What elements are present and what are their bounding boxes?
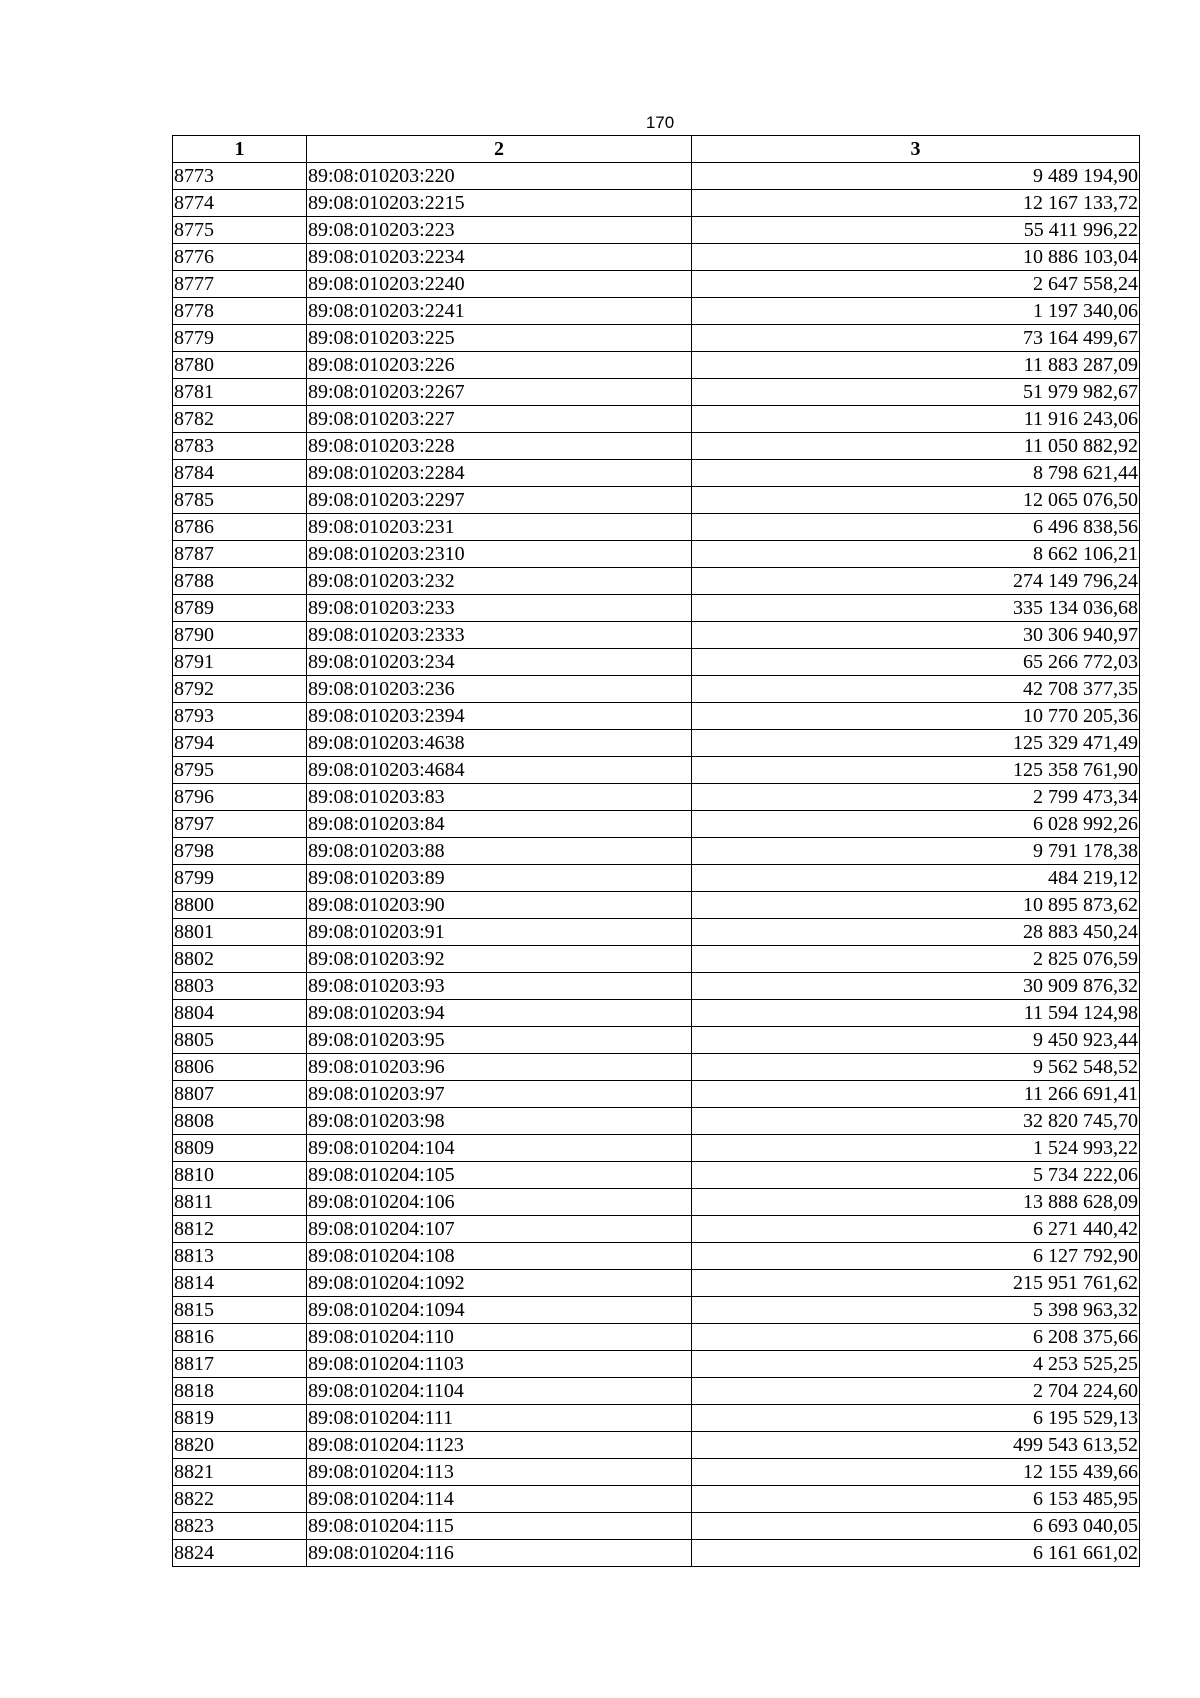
value-cell: 11 916 243,06 [692, 406, 1140, 433]
cadastral-number-cell: 89:08:010204:1103 [307, 1351, 692, 1378]
row-number-cell: 8815 [173, 1297, 307, 1324]
value-cell: 6 693 040,05 [692, 1513, 1140, 1540]
value-cell: 11 883 287,09 [692, 352, 1140, 379]
table-row [173, 217, 1140, 244]
table-row [173, 460, 1140, 487]
cadastral-number-cell: 89:08:010203:2241 [307, 298, 692, 325]
cadastral-number-cell: 89:08:010203:94 [307, 1000, 692, 1027]
table-row [173, 1054, 1140, 1081]
cadastral-number-cell: 89:08:010203:233 [307, 595, 692, 622]
table-row [173, 1540, 1140, 1567]
value-cell: 125 329 471,49 [692, 730, 1140, 757]
cadastral-number-cell: 89:08:010204:116 [307, 1540, 692, 1567]
row-number-cell: 8821 [173, 1459, 307, 1486]
row-number-cell: 8823 [173, 1513, 307, 1540]
row-number-cell: 8785 [173, 487, 307, 514]
cadastral-number-cell: 89:08:010203:4638 [307, 730, 692, 757]
value-cell: 9 562 548,52 [692, 1054, 1140, 1081]
row-number-cell: 8818 [173, 1378, 307, 1405]
value-cell: 6 496 838,56 [692, 514, 1140, 541]
table-row [173, 919, 1140, 946]
table-row [173, 1459, 1140, 1486]
row-number-cell: 8820 [173, 1432, 307, 1459]
table-row [173, 1405, 1140, 1432]
value-cell: 6 127 792,90 [692, 1243, 1140, 1270]
cadastral-number-cell: 89:08:010204:1104 [307, 1378, 692, 1405]
table-row [173, 1432, 1140, 1459]
table-row [173, 406, 1140, 433]
row-number-cell: 8781 [173, 379, 307, 406]
value-cell: 51 979 982,67 [692, 379, 1140, 406]
row-number-cell: 8807 [173, 1081, 307, 1108]
table-row [173, 595, 1140, 622]
row-number-cell: 8780 [173, 352, 307, 379]
cadastral-number-cell: 89:08:010204:1092 [307, 1270, 692, 1297]
value-cell: 2 799 473,34 [692, 784, 1140, 811]
table-row [173, 163, 1140, 190]
table-row [173, 1270, 1140, 1297]
table-row [173, 379, 1140, 406]
value-cell: 13 888 628,09 [692, 1189, 1140, 1216]
table-row [173, 433, 1140, 460]
row-number-cell: 8808 [173, 1108, 307, 1135]
value-cell: 42 708 377,35 [692, 676, 1140, 703]
cadastral-number-cell: 89:08:010204:105 [307, 1162, 692, 1189]
value-cell: 5 734 222,06 [692, 1162, 1140, 1189]
row-number-cell: 8796 [173, 784, 307, 811]
row-number-cell: 8784 [173, 460, 307, 487]
cadastral-number-cell: 89:08:010203:2297 [307, 487, 692, 514]
value-cell: 10 770 205,36 [692, 703, 1140, 730]
table-row [173, 784, 1140, 811]
table-row [173, 325, 1140, 352]
cadastral-number-cell: 89:08:010203:220 [307, 163, 692, 190]
row-number-cell: 8811 [173, 1189, 307, 1216]
value-cell: 6 161 661,02 [692, 1540, 1140, 1567]
row-number-cell: 8806 [173, 1054, 307, 1081]
value-cell: 6 195 529,13 [692, 1405, 1140, 1432]
cadastral-number-cell: 89:08:010203:2234 [307, 244, 692, 271]
value-cell: 125 358 761,90 [692, 757, 1140, 784]
table-row [173, 1216, 1140, 1243]
cadastral-number-cell: 89:08:010204:114 [307, 1486, 692, 1513]
value-cell: 11 050 882,92 [692, 433, 1140, 460]
table-row [173, 1135, 1140, 1162]
value-cell: 4 253 525,25 [692, 1351, 1140, 1378]
column-header-2: 2 [307, 136, 692, 163]
cadastral-number-cell: 89:08:010204:1094 [307, 1297, 692, 1324]
table-row [173, 622, 1140, 649]
value-cell: 5 398 963,32 [692, 1297, 1140, 1324]
row-number-cell: 8824 [173, 1540, 307, 1567]
table-row [173, 1378, 1140, 1405]
row-number-cell: 8813 [173, 1243, 307, 1270]
table-header [173, 136, 1140, 163]
value-cell: 484 219,12 [692, 865, 1140, 892]
table-row [173, 865, 1140, 892]
table-row [173, 1243, 1140, 1270]
row-number-cell: 8791 [173, 649, 307, 676]
cadastral-number-cell: 89:08:010203:2267 [307, 379, 692, 406]
table-row [173, 757, 1140, 784]
value-cell: 11 594 124,98 [692, 1000, 1140, 1027]
row-number-cell: 8798 [173, 838, 307, 865]
cadastral-value-table [172, 135, 1140, 1567]
value-cell: 32 820 745,70 [692, 1108, 1140, 1135]
value-cell: 8 798 621,44 [692, 460, 1140, 487]
cadastral-number-cell: 89:08:010203:83 [307, 784, 692, 811]
table-row [173, 1513, 1140, 1540]
cadastral-number-cell: 89:08:010204:108 [307, 1243, 692, 1270]
table-row [173, 946, 1140, 973]
table-row [173, 352, 1140, 379]
table-row [173, 568, 1140, 595]
row-number-cell: 8799 [173, 865, 307, 892]
page-number: 170 [645, 113, 675, 132]
cadastral-number-cell: 89:08:010204:104 [307, 1135, 692, 1162]
value-cell: 65 266 772,03 [692, 649, 1140, 676]
row-number-cell: 8774 [173, 190, 307, 217]
value-cell: 499 543 613,52 [692, 1432, 1140, 1459]
row-number-cell: 8786 [173, 514, 307, 541]
value-cell: 6 153 485,95 [692, 1486, 1140, 1513]
row-number-cell: 8782 [173, 406, 307, 433]
cadastral-number-cell: 89:08:010204:106 [307, 1189, 692, 1216]
cadastral-number-cell: 89:08:010203:226 [307, 352, 692, 379]
value-cell: 28 883 450,24 [692, 919, 1140, 946]
table-row [173, 514, 1140, 541]
table-row [173, 1486, 1140, 1513]
table-row [173, 838, 1140, 865]
value-cell: 10 895 873,62 [692, 892, 1140, 919]
table-row [173, 1297, 1140, 1324]
value-cell: 12 167 133,72 [692, 190, 1140, 217]
row-number-cell: 8797 [173, 811, 307, 838]
row-number-cell: 8804 [173, 1000, 307, 1027]
cadastral-number-cell: 89:08:010204:111 [307, 1405, 692, 1432]
row-number-cell: 8800 [173, 892, 307, 919]
row-number-cell: 8814 [173, 1270, 307, 1297]
value-cell: 9 791 178,38 [692, 838, 1140, 865]
row-number-cell: 8803 [173, 973, 307, 1000]
cadastral-number-cell: 89:08:010203:97 [307, 1081, 692, 1108]
cadastral-number-cell: 89:08:010203:2215 [307, 190, 692, 217]
cadastral-number-cell: 89:08:010204:110 [307, 1324, 692, 1351]
cadastral-number-cell: 89:08:010203:4684 [307, 757, 692, 784]
value-cell: 6 028 992,26 [692, 811, 1140, 838]
column-header-3: 3 [692, 136, 1140, 163]
cadastral-number-cell: 89:08:010203:90 [307, 892, 692, 919]
table-row [173, 730, 1140, 757]
table-row [173, 703, 1140, 730]
row-number-cell: 8810 [173, 1162, 307, 1189]
table-row [173, 1027, 1140, 1054]
table-body [173, 163, 1140, 1567]
table-row [173, 1189, 1140, 1216]
value-cell: 55 411 996,22 [692, 217, 1140, 244]
cadastral-number-cell: 89:08:010204:113 [307, 1459, 692, 1486]
cadastral-number-cell: 89:08:010203:234 [307, 649, 692, 676]
table-row [173, 1324, 1140, 1351]
row-number-cell: 8817 [173, 1351, 307, 1378]
header-row [173, 136, 1140, 163]
table-row [173, 892, 1140, 919]
row-number-cell: 8805 [173, 1027, 307, 1054]
row-number-cell: 8792 [173, 676, 307, 703]
value-cell: 335 134 036,68 [692, 595, 1140, 622]
value-cell: 274 149 796,24 [692, 568, 1140, 595]
row-number-cell: 8787 [173, 541, 307, 568]
cadastral-number-cell: 89:08:010204:107 [307, 1216, 692, 1243]
value-cell: 12 065 076,50 [692, 487, 1140, 514]
table-row [173, 1108, 1140, 1135]
cadastral-number-cell: 89:08:010203:84 [307, 811, 692, 838]
row-number-cell: 8775 [173, 217, 307, 244]
cadastral-number-cell: 89:08:010203:92 [307, 946, 692, 973]
table-row [173, 1162, 1140, 1189]
cadastral-number-cell: 89:08:010203:91 [307, 919, 692, 946]
row-number-cell: 8788 [173, 568, 307, 595]
cadastral-number-cell: 89:08:010203:96 [307, 1054, 692, 1081]
value-cell: 9 450 923,44 [692, 1027, 1140, 1054]
table-row [173, 487, 1140, 514]
value-cell: 1 197 340,06 [692, 298, 1140, 325]
value-cell: 1 524 993,22 [692, 1135, 1140, 1162]
row-number-cell: 8778 [173, 298, 307, 325]
cadastral-number-cell: 89:08:010203:223 [307, 217, 692, 244]
table-row [173, 1081, 1140, 1108]
row-number-cell: 8773 [173, 163, 307, 190]
value-cell: 6 271 440,42 [692, 1216, 1140, 1243]
row-number-cell: 8812 [173, 1216, 307, 1243]
table-row [173, 298, 1140, 325]
row-number-cell: 8822 [173, 1486, 307, 1513]
value-cell: 9 489 194,90 [692, 163, 1140, 190]
table-row [173, 1351, 1140, 1378]
row-number-cell: 8795 [173, 757, 307, 784]
value-cell: 6 208 375,66 [692, 1324, 1140, 1351]
cadastral-number-cell: 89:08:010203:227 [307, 406, 692, 433]
cadastral-number-cell: 89:08:010203:98 [307, 1108, 692, 1135]
cadastral-number-cell: 89:08:010203:89 [307, 865, 692, 892]
row-number-cell: 8794 [173, 730, 307, 757]
cadastral-number-cell: 89:08:010203:225 [307, 325, 692, 352]
cadastral-number-cell: 89:08:010203:95 [307, 1027, 692, 1054]
row-number-cell: 8802 [173, 946, 307, 973]
value-cell: 73 164 499,67 [692, 325, 1140, 352]
row-number-cell: 8777 [173, 271, 307, 298]
table-row [173, 541, 1140, 568]
row-number-cell: 8789 [173, 595, 307, 622]
row-number-cell: 8779 [173, 325, 307, 352]
cadastral-number-cell: 89:08:010203:2394 [307, 703, 692, 730]
table-row [173, 1000, 1140, 1027]
cadastral-number-cell: 89:08:010203:2284 [307, 460, 692, 487]
value-cell: 30 306 940,97 [692, 622, 1140, 649]
cadastral-number-cell: 89:08:010203:236 [307, 676, 692, 703]
cadastral-number-cell: 89:08:010203:93 [307, 973, 692, 1000]
table-row [173, 244, 1140, 271]
value-cell: 12 155 439,66 [692, 1459, 1140, 1486]
value-cell: 11 266 691,41 [692, 1081, 1140, 1108]
cadastral-number-cell: 89:08:010203:232 [307, 568, 692, 595]
row-number-cell: 8783 [173, 433, 307, 460]
value-cell: 30 909 876,32 [692, 973, 1140, 1000]
row-number-cell: 8809 [173, 1135, 307, 1162]
table-row [173, 649, 1140, 676]
cadastral-number-cell: 89:08:010203:231 [307, 514, 692, 541]
value-cell: 2 825 076,59 [692, 946, 1140, 973]
cadastral-number-cell: 89:08:010203:2240 [307, 271, 692, 298]
cadastral-number-cell: 89:08:010203:88 [307, 838, 692, 865]
row-number-cell: 8819 [173, 1405, 307, 1432]
cadastral-number-cell: 89:08:010203:228 [307, 433, 692, 460]
table-row [173, 271, 1140, 298]
value-cell: 2 647 558,24 [692, 271, 1140, 298]
row-number-cell: 8801 [173, 919, 307, 946]
row-number-cell: 8790 [173, 622, 307, 649]
row-number-cell: 8816 [173, 1324, 307, 1351]
value-cell: 2 704 224,60 [692, 1378, 1140, 1405]
value-cell: 8 662 106,21 [692, 541, 1140, 568]
cadastral-number-cell: 89:08:010203:2310 [307, 541, 692, 568]
row-number-cell: 8776 [173, 244, 307, 271]
table-row [173, 676, 1140, 703]
table-row [173, 811, 1140, 838]
cadastral-number-cell: 89:08:010204:115 [307, 1513, 692, 1540]
value-cell: 10 886 103,04 [692, 244, 1140, 271]
table-row [173, 973, 1140, 1000]
cadastral-number-cell: 89:08:010204:1123 [307, 1432, 692, 1459]
row-number-cell: 8793 [173, 703, 307, 730]
value-cell: 215 951 761,62 [692, 1270, 1140, 1297]
cadastral-number-cell: 89:08:010203:2333 [307, 622, 692, 649]
column-header-1: 1 [173, 136, 307, 163]
table-row [173, 190, 1140, 217]
